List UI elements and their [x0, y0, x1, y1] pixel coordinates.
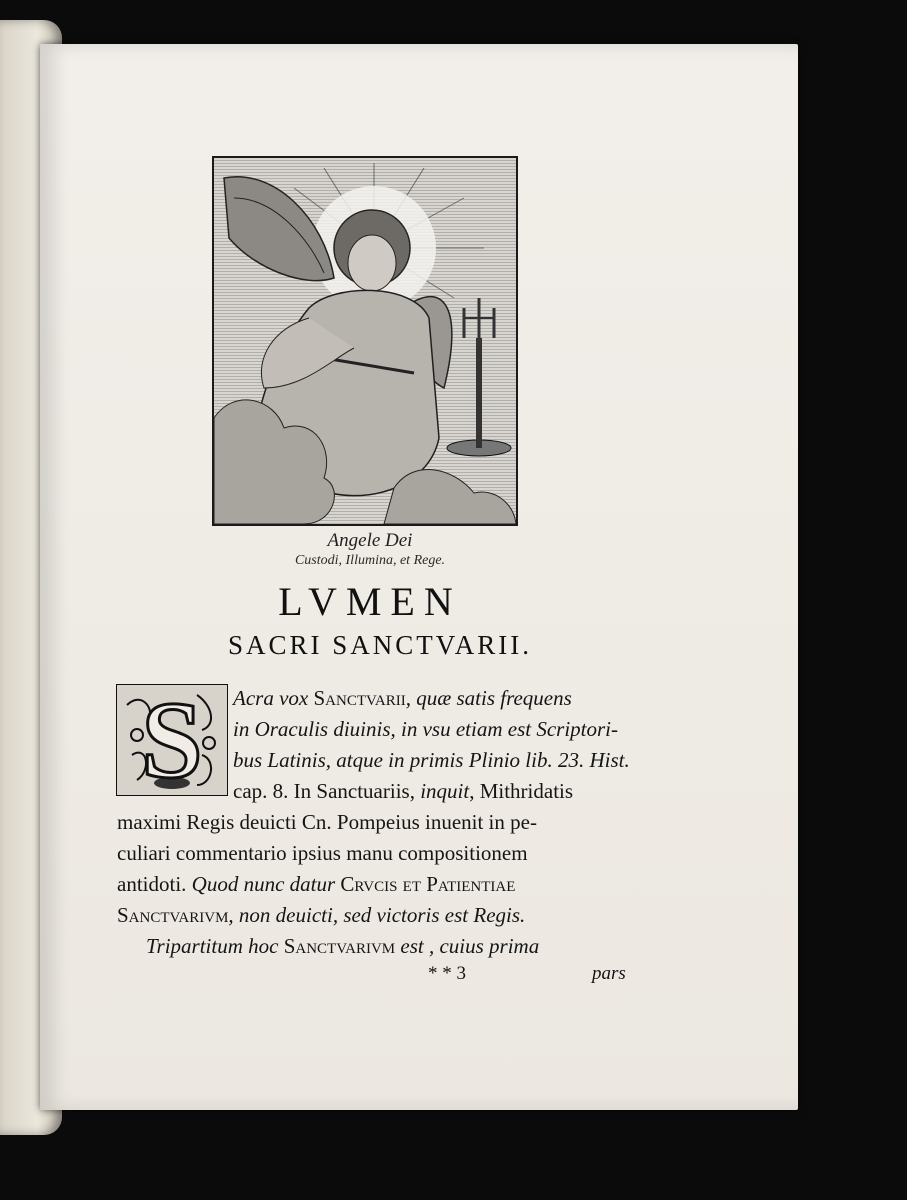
body-line-7: [117, 874, 515, 895]
body-text: inquit: [420, 779, 470, 803]
plate-caption-line1: Angele Dei: [327, 530, 413, 551]
body-text: cap. 8. In Sanctuariis,: [233, 779, 421, 803]
body-line-1: [233, 688, 572, 709]
body-text: Sanctvarivm: [283, 934, 396, 958]
body-text: Sanctvarivm: [117, 903, 229, 927]
signature-mark: * * 3: [428, 963, 466, 984]
angel-engraving-image: [214, 158, 516, 524]
dropcap-letter: S: [141, 684, 203, 796]
body-text: Tripartitum hoc: [146, 934, 284, 958]
page-subtitle: SACRI SANCTVARII.: [227, 630, 533, 660]
body-text: , quæ satis frequens: [405, 686, 572, 710]
body-text: , non deuicti, sed victoris est Regis.: [228, 903, 526, 927]
plate-caption-line2: Custodi, Illumina, et Rege.: [294, 553, 446, 568]
page-title: LVMEN: [278, 579, 462, 624]
body-text: est , cuius prima: [395, 934, 540, 958]
body-line-5: maximi Regis deuicti Cn. Pompeius inuenit in pe-: [117, 810, 537, 834]
body-line-6: culiari commentario ipsius manu compositionem: [117, 841, 528, 865]
decorated-initial: [116, 684, 228, 796]
body-line-3: bus Latinis, atque in primis Plinio lib. 23. Hist.: [233, 748, 630, 772]
body-text: Quod nunc datur: [191, 872, 341, 896]
body-text: Sanctvarii: [313, 686, 406, 710]
body-text: , Mithridatis: [469, 779, 574, 803]
body-line-4: [233, 781, 573, 802]
catchword: pars: [592, 963, 626, 984]
body-line-8: [117, 905, 525, 926]
body-line-9: [146, 936, 539, 957]
angel-engraving: [212, 156, 518, 526]
body-line-2: in Oraculis diuinis, in vsu etiam est Scriptori-: [233, 717, 618, 741]
body-text: antidoti.: [117, 872, 192, 896]
body-text: Crvcis et Patientiae: [340, 872, 516, 896]
body-text: Acra vox: [233, 686, 314, 710]
